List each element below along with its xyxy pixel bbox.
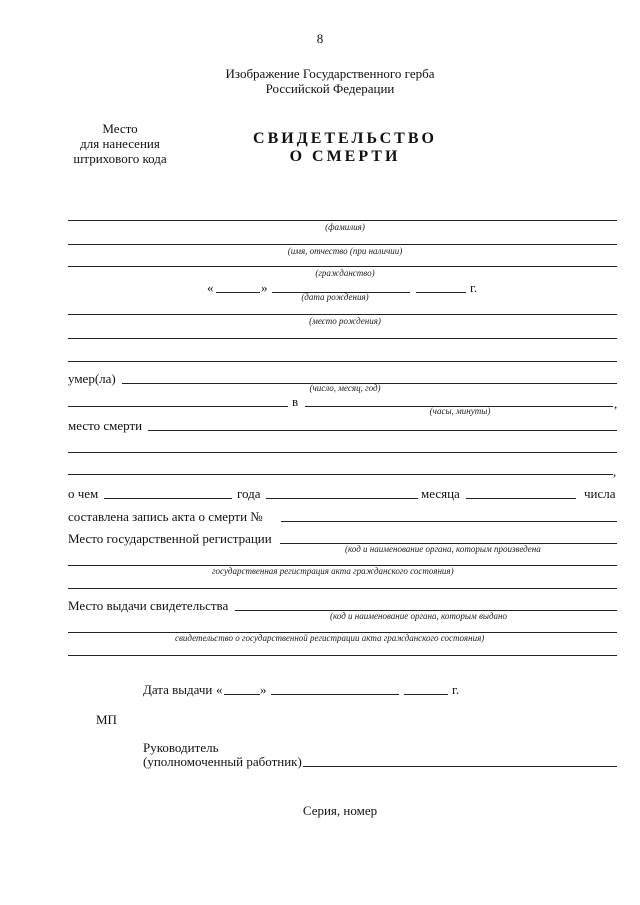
issue-quote-close: »: [260, 682, 267, 697]
month-word-label: месяца: [421, 486, 460, 501]
emblem-caption-line-2: Российской Федерации: [265, 81, 395, 96]
registration-place-hint-1: (код и наименование органа, которым произведена: [345, 544, 541, 554]
death-time-comma: ,: [614, 396, 618, 411]
died-label: умер(ла): [68, 371, 116, 386]
death-place-field-3[interactable]: [68, 474, 613, 475]
death-date-extra-field[interactable]: [68, 406, 288, 407]
head-label-line-2: (уполномоченный работник): [143, 754, 302, 769]
record-year-field[interactable]: [104, 498, 232, 499]
birth-year-suffix: г.: [470, 280, 478, 295]
surname-hint: (фамилия): [325, 222, 365, 232]
issue-place-hint-2: свидетельство о государственной регистрации акта гражданского состояния): [175, 633, 485, 643]
citizenship-hint: (гражданство): [315, 268, 375, 278]
death-place-field[interactable]: [148, 430, 617, 431]
document-title-line-1: СВИДЕТЕЛЬСТВО: [253, 130, 437, 147]
emblem-caption-line-1: Изображение Государственного герба: [225, 66, 435, 81]
registration-place-label: Место государственной регистрации: [68, 531, 272, 546]
document-title-line-2: О СМЕРТИ: [289, 148, 401, 165]
birth-place-hint: (место рождения): [309, 316, 381, 326]
birth-date-hint: (дата рождения): [301, 292, 369, 302]
death-date-hint: (число, месяц, год): [309, 383, 381, 393]
head-label-line-1: Руководитель: [143, 740, 219, 755]
head-signature-field[interactable]: [303, 766, 617, 767]
issue-place-hint-1: (код и наименование органа, которым выдано: [330, 611, 507, 621]
birth-quote-open: «: [207, 280, 214, 295]
birth-quote-close: »: [261, 280, 268, 295]
record-day-field[interactable]: [466, 498, 576, 499]
death-place-label: место смерти: [68, 418, 143, 433]
registration-place-field-3[interactable]: [68, 588, 617, 589]
series-number-label: Серия, номер: [302, 803, 378, 818]
issue-year-suffix: г.: [452, 682, 460, 697]
record-made-label: составлена запись акта о смерти №: [68, 509, 263, 524]
death-time-hint: (часы, минуты): [429, 406, 491, 416]
issue-place-field-3[interactable]: [68, 655, 617, 656]
birth-day-field[interactable]: [216, 292, 260, 293]
name-field[interactable]: [68, 244, 617, 245]
birth-place-field-2[interactable]: [68, 338, 617, 339]
citizenship-field[interactable]: [68, 266, 617, 267]
death-place-field-2[interactable]: [68, 452, 617, 453]
birth-place-field-3[interactable]: [68, 361, 617, 362]
issue-quote-open: «: [216, 682, 223, 697]
record-number-field[interactable]: [281, 521, 617, 522]
page-number: 8: [316, 31, 324, 46]
issue-month-field[interactable]: [271, 694, 399, 695]
barcode-place-line-2: для нанесения: [80, 136, 160, 151]
barcode-place-line-3: штрихового кода: [73, 151, 167, 166]
issue-date-label: Дата выдачи: [143, 682, 213, 697]
name-hint: (имя, отчество (при наличии): [287, 246, 403, 256]
issue-day-field[interactable]: [224, 694, 260, 695]
in-label: в: [292, 394, 299, 409]
surname-field[interactable]: [68, 220, 617, 221]
issue-year-field[interactable]: [404, 694, 448, 695]
registration-place-hint-2: государственная регистрация акта гражданского состояния): [212, 566, 454, 576]
record-month-field[interactable]: [266, 498, 418, 499]
stamp-label: МП: [96, 712, 117, 727]
birth-place-field[interactable]: [68, 314, 617, 315]
birth-year-field[interactable]: [416, 292, 466, 293]
barcode-place-line-1: Место: [102, 121, 138, 136]
year-word-label: года: [237, 486, 261, 501]
day-word-label: числа: [584, 486, 616, 501]
issue-place-label: Место выдачи свидетельства: [68, 598, 229, 613]
about-which-label: о чем: [68, 486, 99, 501]
death-place-comma: ,: [613, 464, 617, 479]
